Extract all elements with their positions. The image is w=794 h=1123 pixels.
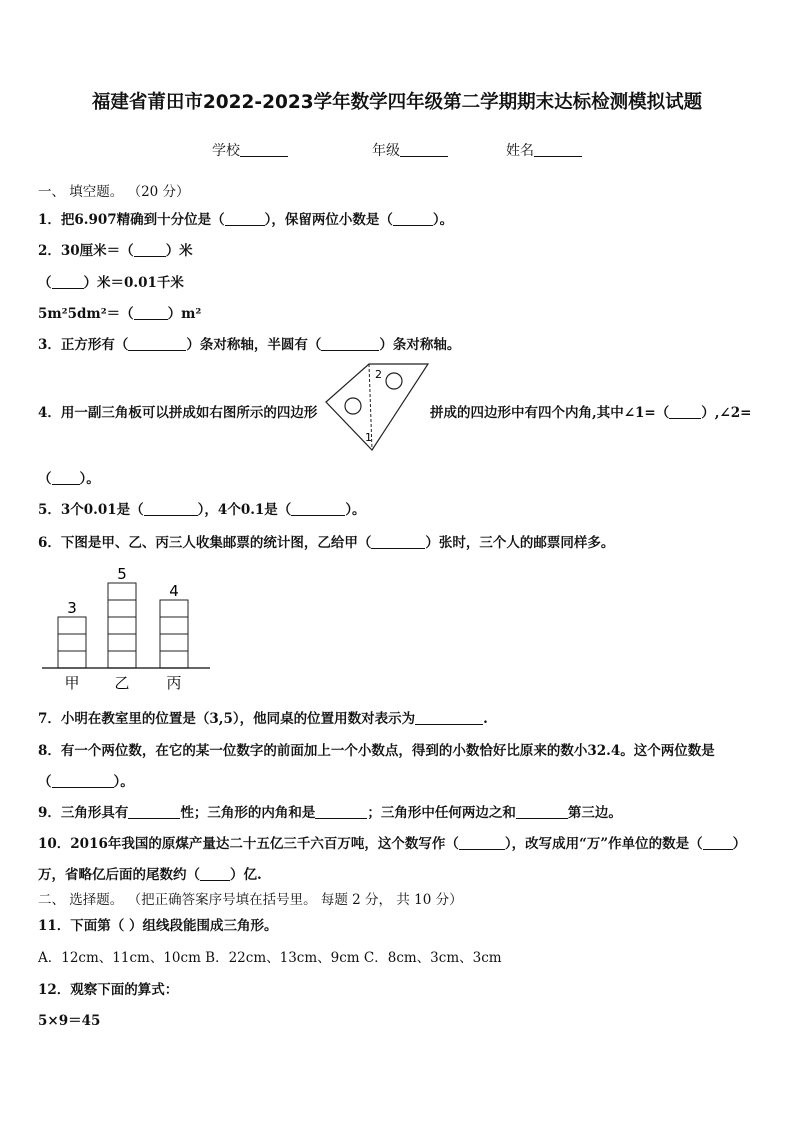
bar-cell	[58, 634, 86, 651]
category-label: 丙	[166, 674, 182, 692]
school-blank	[240, 142, 288, 157]
circle-hole-right	[386, 373, 402, 389]
bar-2	[108, 583, 136, 668]
question-4-part1: 4．用一副三角板可以拼成如右图所示的四边形	[38, 405, 318, 421]
angle-1-label: 1	[365, 431, 372, 444]
question-5: 5．3个0.01是（ ），4个0.1是（ ）。	[38, 502, 366, 518]
question-2a: 2．30厘米＝（ ）米	[38, 243, 193, 259]
question-8a: 8．有一个两位数，在它的某一位数字的前面加上一个小数点，得到的小数恰好比原来的数小32.4。这个两位数是	[38, 743, 715, 759]
grade-label: 年级	[372, 143, 400, 159]
bar-cell	[58, 617, 86, 634]
question-4-part2: 拼成的四边形中有四个内角,其中∠1=（ ）,∠2=	[430, 405, 752, 421]
question-8b: （ ）。	[38, 774, 134, 790]
bar-value-label: 4	[169, 582, 179, 600]
name-label: 姓名	[506, 143, 534, 159]
name-field	[506, 140, 582, 160]
question-11: 11．下面第（ ）组线段能围成三角形。	[38, 918, 278, 934]
question-6: 6．下图是甲、乙、丙三人收集邮票的统计图，乙给甲（ ）张时，三个人的邮票同样多。	[38, 535, 615, 551]
bar-cell	[160, 600, 188, 617]
bar-value-label: 5	[117, 565, 127, 583]
quadrilateral-figure	[322, 360, 432, 454]
question-4-answer: （ ）。	[38, 471, 100, 487]
section-1-heading: 一、 填空题。 （20 分）	[38, 184, 190, 200]
question-2c: 5m²5dm²＝（ ）m²	[38, 306, 202, 322]
circle-hole-left	[345, 398, 361, 414]
school-label: 学校	[212, 143, 240, 159]
grade-blank	[400, 142, 448, 157]
category-label: 乙	[114, 674, 130, 692]
angle-2-label: 2	[375, 368, 382, 381]
school-field	[212, 140, 288, 160]
section-2-heading: 二、 选择题。 （把正确答案序号填在括号里。 每题 2 分， 共 10 分）	[38, 892, 463, 908]
question-12-expression: 5×9＝45	[38, 1013, 101, 1029]
bar-3	[160, 600, 188, 668]
bar-cell	[108, 634, 136, 651]
question-9: 9．三角形具有 性；三角形的内角和是 ；三角形中任何两边之和 第三边。	[38, 805, 622, 821]
name-blank	[534, 142, 582, 157]
bar-cell	[58, 651, 86, 668]
question-2b: （ ）米＝0.01千米	[38, 275, 184, 291]
bar-cell	[160, 634, 188, 651]
bar-cell	[108, 583, 136, 600]
stamp-bar-chart	[38, 558, 218, 694]
question-7: 7．小明在教室里的位置是（3,5），他同桌的位置用数对表示为 .	[38, 711, 488, 727]
question-3: 3．正方形有（ ）条对称轴，半圆有（ ）条对称轴。	[38, 337, 461, 353]
bar-value-label: 3	[67, 599, 77, 617]
question-10a: 10．2016年我国的原煤产量达二十五亿三千六百万吨，这个数写作（ ），改写成用“万”作单位的数是（ ）	[38, 836, 747, 852]
question-11-options: A．12cm、11cm、10cm B．22cm、13cm、9cm C．8cm、3cm、3cm	[38, 950, 502, 966]
bar-cell	[160, 651, 188, 668]
bar-cell	[108, 617, 136, 634]
bar-cell	[160, 617, 188, 634]
bar-cell	[108, 651, 136, 668]
grade-field	[372, 140, 448, 160]
question-1: 1．把6.907精确到十分位是（ ），保留两位小数是（ ）。	[38, 212, 454, 228]
category-label: 甲	[64, 674, 80, 692]
question-10b: 万，省略亿后面的尾数约（ ）亿.	[38, 867, 262, 883]
question-12: 12．观察下面的算式：	[38, 982, 179, 998]
page-title: 福建省莆田市2022-2023学年数学四年级第二学期期末达标检测模拟试题	[91, 92, 703, 113]
bar-cell	[108, 600, 136, 617]
bar-1	[58, 617, 86, 668]
